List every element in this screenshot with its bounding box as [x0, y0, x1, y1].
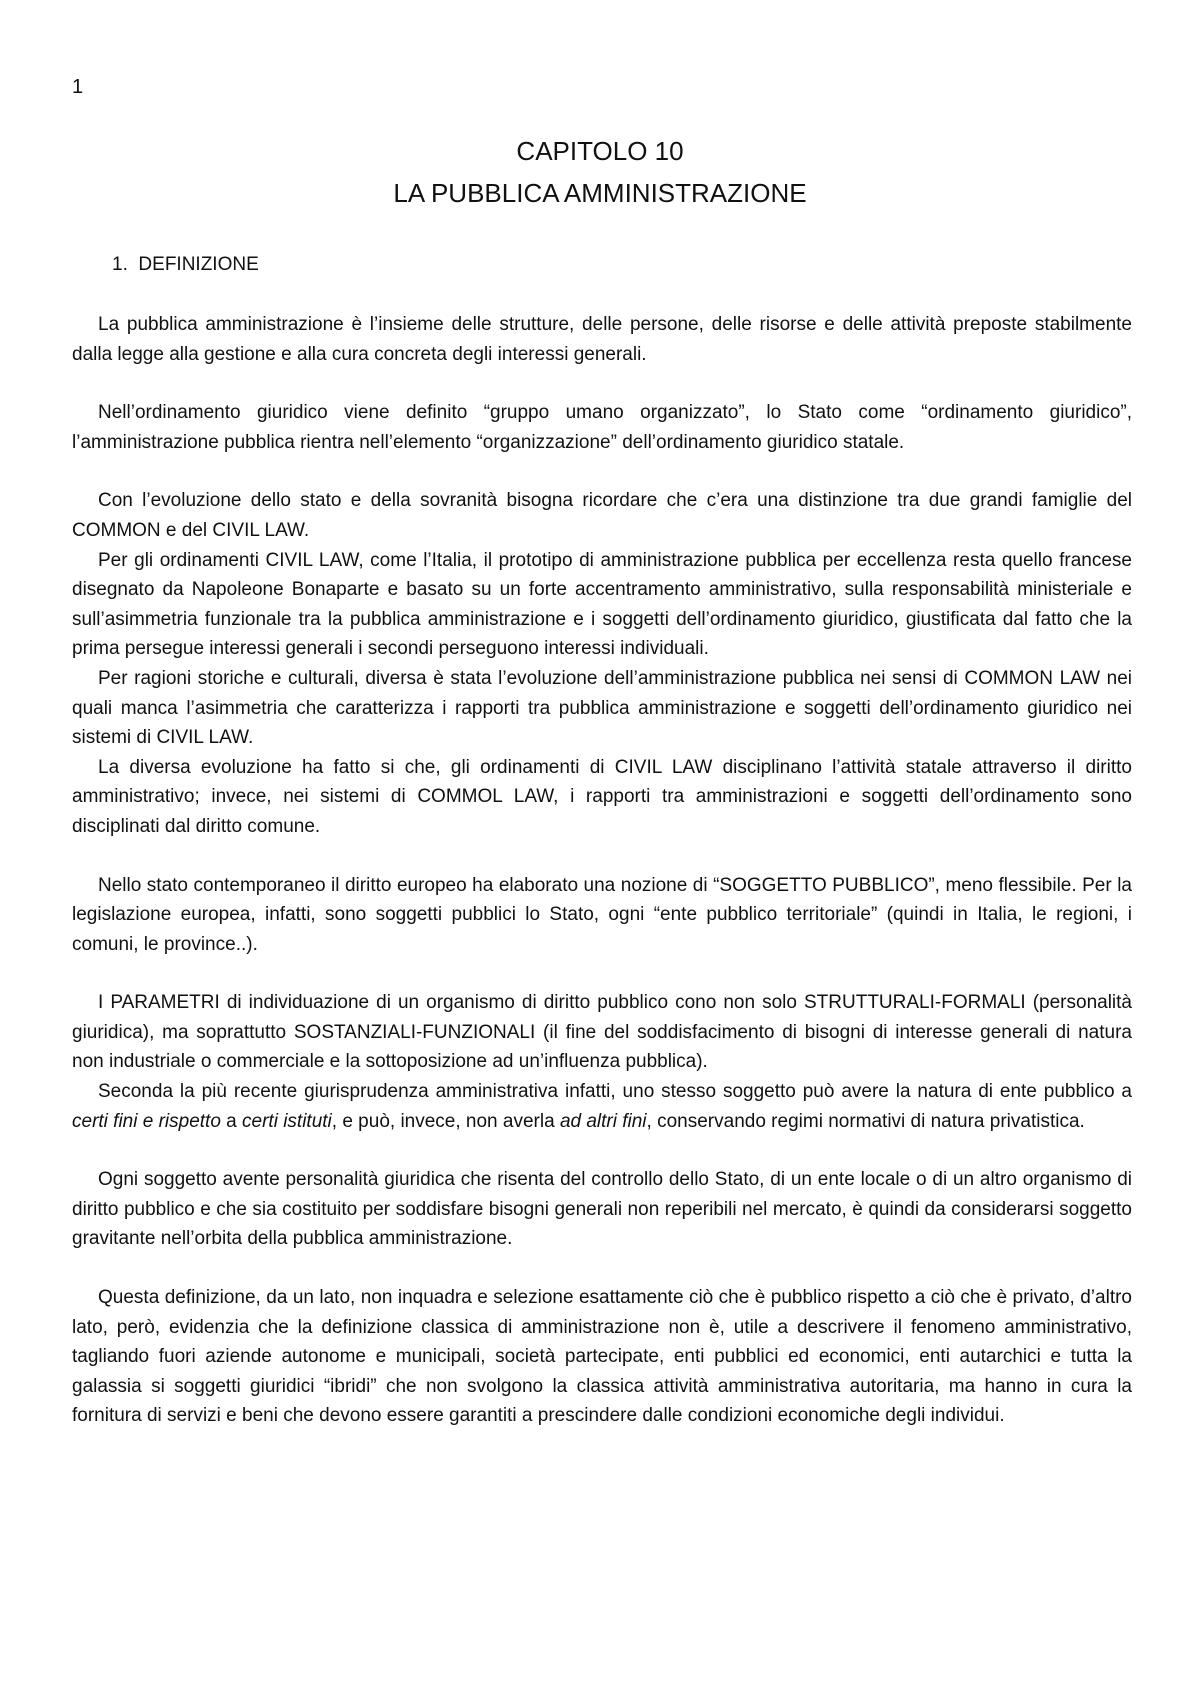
- paragraph: Questa definizione, da un lato, non inquadra e selezione esattamente ciò che è pubblico rispetto a ciò che è privato, d’altro lato, però, evidenzia che la definizione classica di amministrazione non è, utile a descrivere il fenomeno amministrativo, tagliando fuori aziende autonome e municipali, società partecipate, enti pubblici ed economici, enti autarchici e tutta la galassia si soggetti giuridici “ibridi” che non svolgono la classica attività amministrativa autoritaria, ma hanno in cura la fornitura di servizi e beni che devono essere garantiti a prescindere dalle condizioni economiche degli individui.: [72, 1287, 1132, 1427]
- text-run: , e può, invece, non averla: [331, 1110, 560, 1132]
- paragraph: La pubblica amministrazione è l’insieme delle strutture, delle persone, delle risorse e delle attività preposte stabilmente dalla legge alla gestione e alla cura concreta degli interessi generali.: [72, 314, 1132, 365]
- paragraph: I PARAMETRI di individuazione di un organismo di diritto pubblico cono non solo STRUTTURALI-FORMALI (personalità giuridica), ma soprattutto SOSTANZIALI-FUNZIONALI (il fine del soddisfacimento di bisogni di interesse generali di natura non industriale o commerciale e la sottoposizione ad un’influenza pubblica).: [72, 992, 1132, 1073]
- paragraph: Per ragioni storiche e culturali, diversa è stata l’evoluzione dell’amministrazione pubblica nei sensi di COMMON LAW nei quali manca l’asimmetria che caratterizza i rapporti tra pubblica amministrazione e soggetti dell’ordinamento giuridico nei sistemi di CIVIL LAW.: [72, 667, 1132, 749]
- italic-run: certi fini e rispetto: [72, 1110, 221, 1132]
- text-run: Seconda la più recente giurisprudenza amministrativa infatti, uno stesso soggetto può avere la natura di ente pubblico a: [98, 1081, 1132, 1103]
- chapter-label: CAPITOLO 10: [516, 136, 684, 166]
- paragraph: La diversa evoluzione ha fatto si che, gli ordinamenti di CIVIL LAW disciplinano l’attività statale attraverso il diritto amministrativo; invece, nei sistemi di COMMOL LAW, i rapporti tra amministrazioni e soggetti dell’ordinamento sono disciplinati dal diritto comune.: [72, 756, 1132, 837]
- paragraph: Nell’ordinamento giuridico viene definito “gruppo umano organizzato”, lo Stato come “ordinamento giuridico”, l’amministrazione pubblica rientra nell’elemento “organizzazione” dell’ordinamento giuridico statale.: [72, 402, 1132, 453]
- text-run: , conservando regimi normativi di natura privatistica.: [646, 1110, 1085, 1132]
- paragraph: Nello stato contemporaneo il diritto europeo ha elaborato una nozione di “SOGGETTO PUBBLICO”, meno flessibile. Per la legislazione europea, infatti, sono soggetti pubblici lo Stato, ogni “ente pubblico territoriale” (quindi in Italia, le regioni, i comuni, le province..).: [72, 874, 1132, 955]
- italic-run: certi istituti: [242, 1110, 332, 1132]
- paragraph: [72, 1077, 1132, 1136]
- paragraph: Con l’evoluzione dello stato e della sovranità bisogna ricordare che c’era una distinzione tra due grandi famiglie del COMMON e del CIVIL LAW.: [72, 490, 1132, 541]
- paragraph: Ogni soggetto avente personalità giuridica che risenta del controllo dello Stato, di un ente locale o di un altro organismo di diritto pubblico e che sia costituito per soddisfare bisogni generali non reperibili nel mercato, è quindi da considerarsi soggetto gravitante nell’orbita della pubblica amministrazione.: [72, 1169, 1132, 1250]
- chapter-title: LA PUBBLICA AMMINISTRAZIONE: [393, 178, 807, 208]
- section-title: DEFINIZIONE: [138, 254, 259, 275]
- document-body: [72, 310, 1132, 1431]
- text-run: a: [220, 1110, 243, 1132]
- paragraph: Per gli ordinamenti CIVIL LAW, come l’Italia, il prototipo di amministrazione pubblica per eccellenza resta quello francese disegnato da Napoleone Bonaparte e basato su un forte accentramento amministrativo, sulla responsabilità ministeriale e sull’asimmetria funzionale tra la pubblica amministrazione e i soggetti dell’ordinamento giuridico, giustificata dal fatto che la prima persegue interessi generali i secondi perseguono interessi individuali.: [72, 549, 1132, 660]
- section-number: 1.: [112, 254, 128, 275]
- section-heading: [112, 254, 259, 276]
- italic-run: ad altri fini: [559, 1110, 647, 1132]
- page-number: 1: [72, 76, 84, 98]
